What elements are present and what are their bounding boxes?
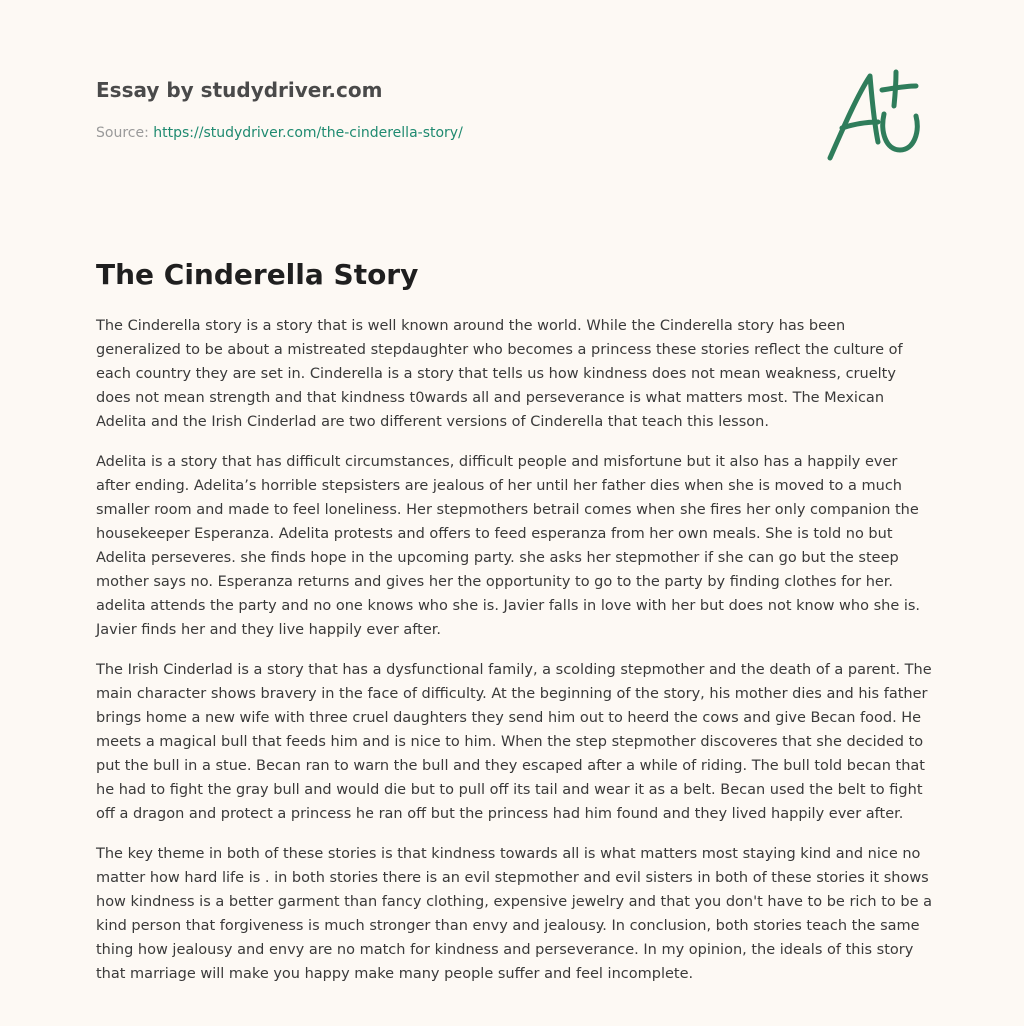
a-plus-grade-logo-icon xyxy=(824,66,928,166)
logo-loop xyxy=(883,114,917,150)
essay-body xyxy=(96,314,932,1002)
logo-plus-horizontal xyxy=(882,86,916,90)
site-title: Essay by studydriver.com xyxy=(96,78,383,102)
source-label: Source: xyxy=(96,125,154,141)
essay-paragraph-4: The key theme in both of these stories is that kindness towards all is what matters most staying kind and nice no matter how hard life is . in both stories there is an evil stepmother and evil sisters in both of these stories it shows how kindness is a better garment than fancy clothing, expensive jewelry and that you don't have to be rich to be a kind person that forgiveness is much stronger than envy and jealousy. In conclusion, both stories teach the same thing how jealousy and envy are no match for kindness and perseverance. In my opinion, the ideals of this story that marriage will make you happy make many people suffer and feel incomplete. xyxy=(96,846,933,982)
source-line xyxy=(96,123,463,143)
source-link[interactable]: https://studydriver.com/the-cinderella-story/ xyxy=(153,125,463,141)
logo-letter-a-stroke xyxy=(830,76,878,158)
essay-paragraph-2: Adelita is a story that has difficult circumstances, difficult people and misfortune but it also has a happily ever after ending. Adelita’s horrible stepsisters are jealous of her until her father dies when she is moved to a much smaller room and made to feel loneliness. Her stepmothers betrail comes when she fires her only companion the housekeeper Esperanza. Adelita protests and offers to feed esperanza from her own meals. She is told no but Adelita perseveres. she finds hope in the upcoming party. she asks her stepmother if she can go but the steep mother says no. Esperanza returns and gives her the opportunity to go to the party by finding clothes for her. adelita attends the party and no one knows who she is. Javier falls in love with her but does not know who she is. Javier finds her and they live happily ever after. xyxy=(96,454,921,638)
essay-paragraph-3: The Irish Cinderlad is a story that has a dysfunctional family, a scolding stepmother and the death of a parent. The main character shows bravery in the face of difficulty. At the beginning of the story, his mother dies and his father brings home a new wife with three cruel daughters they send him out to heerd the cows and give Becan food. He meets a magical bull that feeds him and is nice to him. When the step stepmother discoveres that she decided to put the bull in a stue. Becan ran to warn the bull and they escaped after a while of riding. The bull told becan that he had to fight the gray bull and would die but to pull off its tail and wear it as a belt. Becan used the belt to fight off a dragon and protect a princess he ran off but the princess had him found and they lived happily ever after. xyxy=(96,662,932,822)
essay-paragraph-1: The Cinderella story is a story that is well known around the world. While the Cinderella story has been generalized to be about a mistreated stepdaughter who becomes a princess these stories reflect the culture of each country they are set in. Cinderella is a story that tells us how kindness does not mean weakness, cruelty does not mean strength and that kindness t0wards all and perseverance is what matters most. The Mexican Adelita and the Irish Cinderlad are two different versions of Cinderella that teach this lesson. xyxy=(96,318,903,430)
essay-title: The Cinderella Story xyxy=(96,258,419,291)
a-plus-logo-graphic xyxy=(824,66,928,166)
